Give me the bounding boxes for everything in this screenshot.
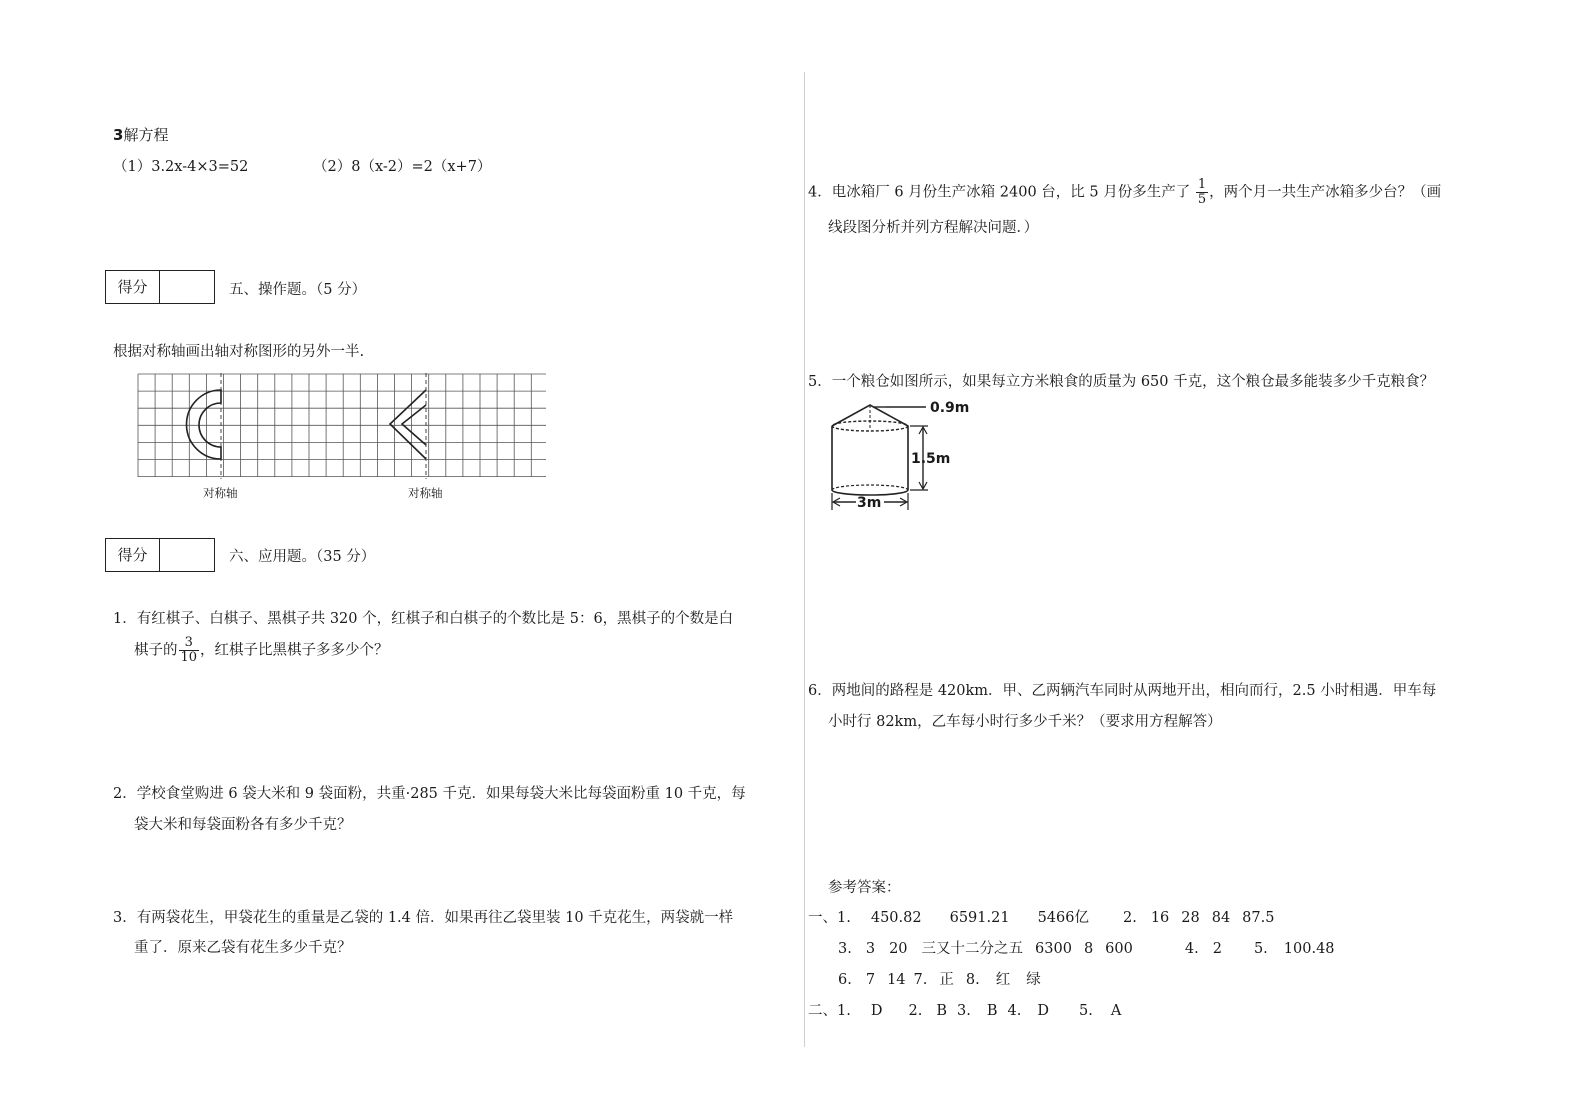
answer-item: 84 [1211, 910, 1231, 926]
equation-2: （2）8（x-2）=2（x+7） [313, 159, 492, 175]
answers-row-3 [838, 968, 1041, 989]
answer-item: 3. [838, 941, 852, 957]
answer-item: 8. [965, 972, 980, 988]
answer-item: 6. [838, 972, 852, 988]
q4-line2: 线段图分析并列方程解决问题．） [828, 220, 1039, 236]
answer-item: 3 [865, 941, 876, 957]
q1-line2-pre: 棋子的 [134, 642, 178, 659]
section6-title: 六、应用题。（35 分） [229, 549, 376, 565]
solve-heading-number: 3 [113, 126, 124, 144]
q6-line1: 6．两地间的路程是 420km．甲、乙两辆汽车同时从两地开出，相向而行，2.5 小时相遇．甲车每 [808, 683, 1437, 699]
q3-line1: 3．有两袋花生，甲袋花生的重量是乙袋的 1.4 倍．如果再往乙袋里装 10 千克花生，两袋就一样 [113, 910, 734, 926]
q2-line1: 2．学校食堂购进 6 袋大米和 9 袋面粉，共重·285 千克．如果每袋大米比每袋面粉重 10 千克，每 [113, 786, 746, 802]
q2-line2: 袋大米和每袋面粉各有多少千克？ [134, 817, 352, 833]
fraction-numerator: 1 [1197, 177, 1207, 192]
q6-line2: 小时行 82km，乙车每小时行多少千米？（要求用方程解答） [828, 714, 1222, 730]
fraction-numerator: 3 [179, 636, 200, 651]
answer-item: 14 [887, 972, 906, 988]
half-arrow-shape [390, 390, 426, 459]
answer-item: 正 [939, 972, 954, 988]
answer-item: B [936, 1003, 947, 1019]
answers-row-4 [808, 999, 1121, 1020]
answer-item: 5. [1078, 1003, 1093, 1019]
q5-line1: 5．一个粮仓如图所示，如果每立方米粮食的质量为 650 千克，这个粮仓最多能装多少千克粮食？ [808, 374, 1435, 390]
q1-line2-post: ，红棋子比黑棋子多多少个？ [200, 642, 389, 659]
answer-item: 7. [913, 972, 928, 988]
q4-line1 [808, 178, 1441, 207]
answer-item: 4. [1007, 1003, 1022, 1019]
answer-item: 三又十二分之五 [921, 941, 1024, 957]
column-divider [804, 72, 805, 1047]
score-box-section5 [105, 270, 215, 304]
score-box-section6 [105, 538, 215, 572]
answer-item: 6300 [1035, 941, 1072, 957]
answers-title: 参考答案： [828, 880, 901, 896]
answer-item: 5. [1253, 941, 1268, 957]
answer-item: 20 [889, 941, 908, 957]
answer-item: 二、1. [808, 1003, 851, 1019]
axis-label-1: 对称轴 [203, 486, 238, 500]
answer-item: A [1110, 1003, 1122, 1019]
solve-heading [113, 124, 168, 145]
fraction-1-5 [1196, 178, 1208, 207]
answer-item: D [870, 1003, 883, 1019]
solve-heading-text: 解方程 [123, 126, 169, 144]
answer-item: 6591.21 [949, 910, 1010, 926]
answer-item: 一、1. [808, 910, 851, 926]
answer-item: 5466亿 [1037, 910, 1089, 926]
answer-item: 7 [865, 972, 876, 988]
answer-item: 450.82 [870, 910, 922, 926]
answers-row-1 [808, 906, 1274, 927]
answer-item: 16 [1150, 910, 1170, 926]
half-crescent-shape [187, 390, 222, 459]
answer-item: 2. [1122, 910, 1137, 926]
section5-instruction: 根据对称轴画出轴对称图形的另外一半. [113, 344, 365, 360]
granary-dim-top: 0.9m [930, 400, 970, 416]
answer-item: 600 [1105, 941, 1133, 957]
answer-item: B [986, 1003, 998, 1019]
answer-item: 3. [956, 1003, 971, 1019]
score-label: 得分 [106, 271, 160, 303]
answer-item: D [1037, 1003, 1049, 1019]
q3-line2: 重了．原来乙袋有花生多少千克？ [134, 940, 352, 956]
answer-item: 28 [1181, 910, 1200, 926]
fraction-3-10 [179, 636, 200, 665]
section5-title: 五、操作题。（5 分） [229, 282, 367, 298]
answer-item: 8 [1083, 941, 1094, 957]
fraction-denominator: 5 [1197, 192, 1207, 207]
answer-item: 绿 [1026, 972, 1041, 988]
answer-item: 2 [1212, 941, 1222, 957]
answers-row-2 [838, 937, 1335, 958]
answer-item: 2. [908, 1003, 923, 1019]
answer-item: 87.5 [1242, 910, 1275, 926]
fraction-denominator: 10 [180, 650, 198, 665]
answer-item: 红 [995, 972, 1011, 988]
axis-label-2: 对称轴 [408, 486, 443, 500]
q1-line1: 1．有红棋子、白棋子、黑棋子共 320 个，红棋子和白棋子的个数比是 5：6，黑棋子的个数是白 [113, 611, 734, 627]
equation-1: （1）3.2x-4×3=52 [113, 159, 249, 175]
symmetry-grid [136, 373, 550, 479]
q4-line1-post: ，两个月一共生产冰箱多少台？（画 [1209, 184, 1442, 201]
granary-dim-bottom: 3m [857, 495, 882, 511]
answer-item: 4. [1184, 941, 1199, 957]
q1-line2 [134, 636, 389, 665]
q4-line1-pre: 4．电冰箱厂 6 月份生产冰箱 2400 台，比 5 月份多生产了 [808, 184, 1191, 201]
granary-dim-side: 1.5m [911, 451, 951, 467]
score-label: 得分 [106, 539, 160, 571]
answer-item: 100.48 [1283, 941, 1335, 957]
